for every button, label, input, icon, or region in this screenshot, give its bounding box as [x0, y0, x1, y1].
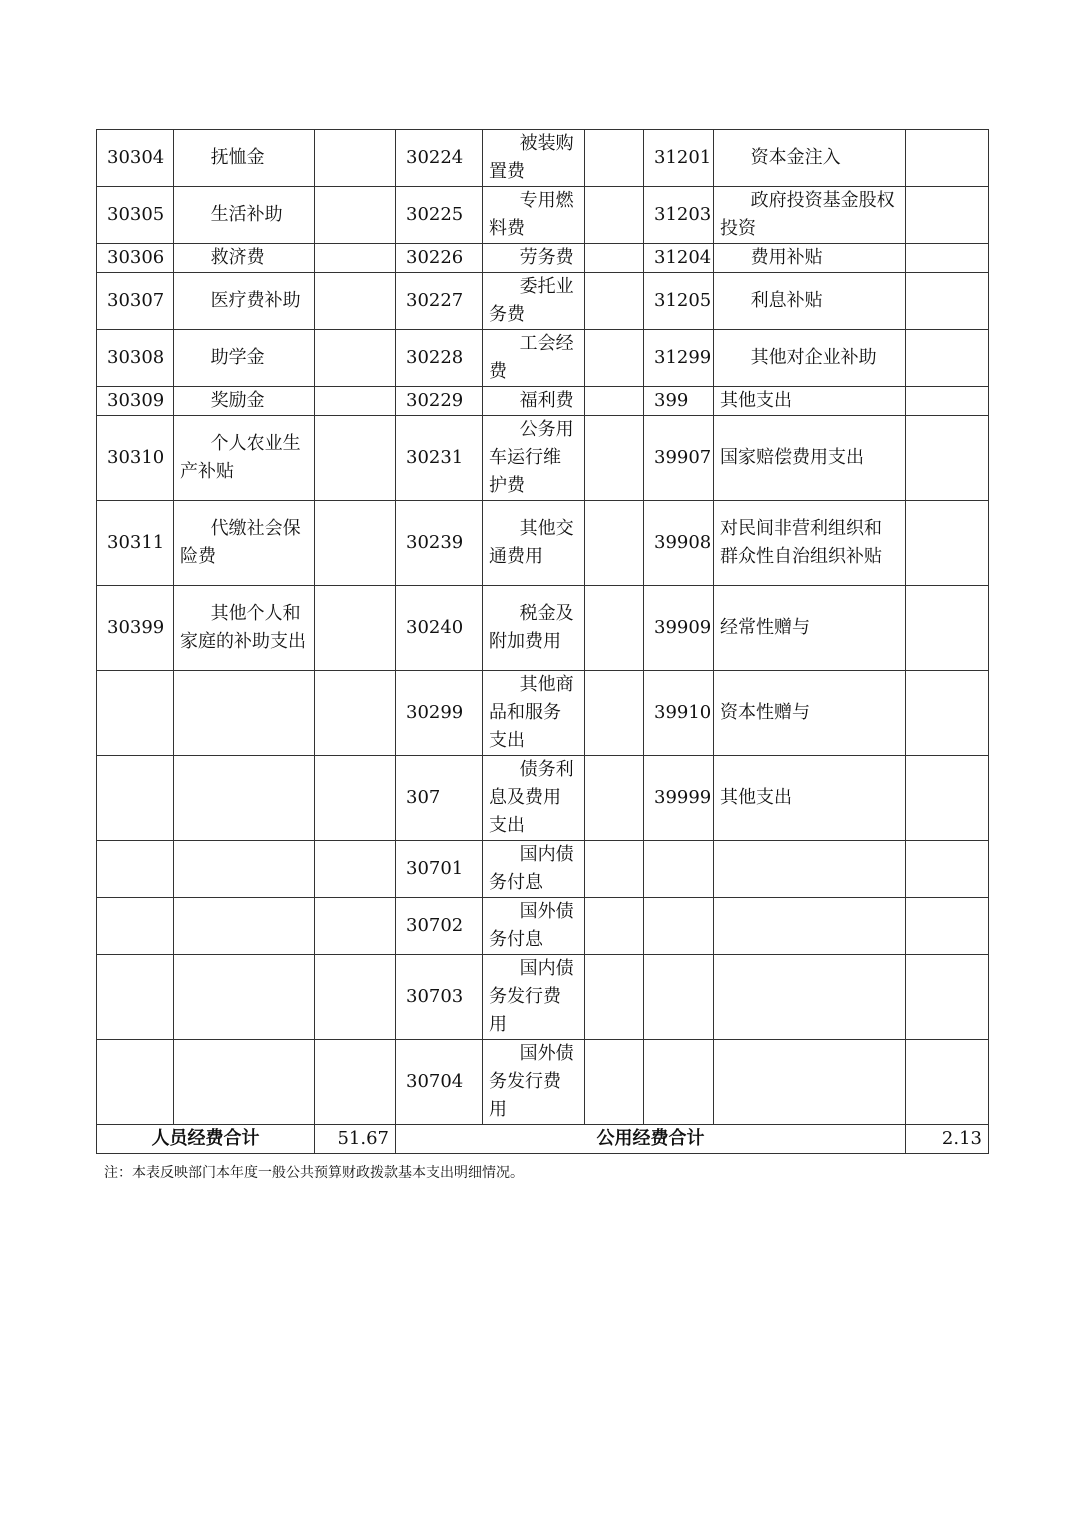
name-cell [714, 1040, 906, 1125]
amount-cell [585, 187, 644, 244]
amount-cell [315, 586, 396, 671]
name-cell [174, 756, 315, 841]
code-cell: 307 [396, 756, 483, 841]
name-cell: 抚恤金 [174, 130, 315, 187]
code-cell: 399 [644, 387, 714, 416]
code-cell: 31205 [644, 273, 714, 330]
table-row [97, 841, 989, 898]
name-cell: 劳务费 [483, 244, 585, 273]
name-cell: 专用燃料费 [483, 187, 585, 244]
amount-cell [585, 130, 644, 187]
amount-cell [315, 955, 396, 1040]
amount-cell [585, 501, 644, 586]
table-row [97, 756, 989, 841]
name-cell: 国家赔偿费用支出 [714, 416, 906, 501]
code-cell: 30309 [97, 387, 174, 416]
code-cell: 30399 [97, 586, 174, 671]
name-cell: 代缴社会保险费 [174, 501, 315, 586]
totals-row [97, 1125, 989, 1154]
code-cell: 30704 [396, 1040, 483, 1125]
amount-cell [315, 187, 396, 244]
amount-cell [315, 387, 396, 416]
code-cell: 30239 [396, 501, 483, 586]
amount-cell [906, 273, 989, 330]
name-cell: 费用补贴 [714, 244, 906, 273]
code-cell: 30304 [97, 130, 174, 187]
amount-cell [906, 898, 989, 955]
amount-cell [585, 671, 644, 756]
amount-cell [585, 387, 644, 416]
name-cell: 助学金 [174, 330, 315, 387]
name-cell: 资本性赠与 [714, 671, 906, 756]
code-cell: 39999 [644, 756, 714, 841]
amount-cell [906, 416, 989, 501]
name-cell [714, 841, 906, 898]
name-cell: 国内债务付息 [483, 841, 585, 898]
name-cell: 福利费 [483, 387, 585, 416]
amount-cell [906, 330, 989, 387]
name-cell [174, 671, 315, 756]
amount-cell [906, 1040, 989, 1125]
table-row [97, 273, 989, 330]
code-cell [97, 898, 174, 955]
table-row [97, 330, 989, 387]
name-cell [714, 898, 906, 955]
amount-cell [906, 187, 989, 244]
amount-cell [315, 671, 396, 756]
code-cell: 30703 [396, 955, 483, 1040]
table-note: 注：本表反映部门本年度一般公共预算财政拨款基本支出明细情况。 [104, 1165, 524, 1181]
name-cell: 经常性赠与 [714, 586, 906, 671]
code-cell: 30311 [97, 501, 174, 586]
table-row [97, 130, 989, 187]
name-cell [174, 898, 315, 955]
name-cell: 医疗费补助 [174, 273, 315, 330]
code-cell [97, 955, 174, 1040]
code-cell [97, 756, 174, 841]
code-cell: 30307 [97, 273, 174, 330]
code-cell [97, 841, 174, 898]
name-cell: 救济费 [174, 244, 315, 273]
code-cell: 31203 [644, 187, 714, 244]
name-cell: 债务利息及费用支出 [483, 756, 585, 841]
amount-cell [585, 841, 644, 898]
name-cell: 被装购置费 [483, 130, 585, 187]
code-cell: 30224 [396, 130, 483, 187]
amount-cell [906, 244, 989, 273]
amount-cell [585, 898, 644, 955]
name-cell: 个人农业生产补贴 [174, 416, 315, 501]
amount-cell [315, 756, 396, 841]
amount-cell [585, 330, 644, 387]
amount-cell [906, 671, 989, 756]
amount-cell [315, 898, 396, 955]
personnel-total-label: 人员经费合计 [97, 1125, 315, 1154]
code-cell: 30228 [396, 330, 483, 387]
amount-cell [315, 273, 396, 330]
code-cell: 31204 [644, 244, 714, 273]
code-cell: 31299 [644, 330, 714, 387]
amount-cell [906, 955, 989, 1040]
code-cell [97, 671, 174, 756]
amount-cell [585, 955, 644, 1040]
name-cell: 税金及附加费用 [483, 586, 585, 671]
amount-cell [315, 130, 396, 187]
code-cell: 30299 [396, 671, 483, 756]
code-cell: 30310 [97, 416, 174, 501]
table-row [97, 671, 989, 756]
name-cell: 其他支出 [714, 387, 906, 416]
amount-cell [315, 501, 396, 586]
name-cell: 国外债务发行费用 [483, 1040, 585, 1125]
code-cell: 31201 [644, 130, 714, 187]
amount-cell [906, 387, 989, 416]
name-cell: 奖励金 [174, 387, 315, 416]
code-cell [644, 841, 714, 898]
amount-cell [585, 756, 644, 841]
code-cell: 39908 [644, 501, 714, 586]
name-cell [714, 955, 906, 1040]
table-row [97, 586, 989, 671]
public-total-value: 2.13 [906, 1125, 989, 1154]
amount-cell [315, 416, 396, 501]
code-cell: 30305 [97, 187, 174, 244]
amount-cell [906, 756, 989, 841]
table-row [97, 244, 989, 273]
name-cell: 政府投资基金股权投资 [714, 187, 906, 244]
table-row [97, 955, 989, 1040]
code-cell: 30240 [396, 586, 483, 671]
code-cell: 30226 [396, 244, 483, 273]
amount-cell [585, 244, 644, 273]
name-cell: 其他个人和家庭的补助支出 [174, 586, 315, 671]
code-cell: 30225 [396, 187, 483, 244]
code-cell: 39907 [644, 416, 714, 501]
table-row [97, 387, 989, 416]
table-row [97, 187, 989, 244]
code-cell [644, 1040, 714, 1125]
amount-cell [315, 330, 396, 387]
name-cell: 利息补贴 [714, 273, 906, 330]
name-cell: 对民间非营利组织和群众性自治组织补贴 [714, 501, 906, 586]
name-cell: 其他商品和服务支出 [483, 671, 585, 756]
name-cell: 委托业务费 [483, 273, 585, 330]
amount-cell [585, 1040, 644, 1125]
public-total-label: 公用经费合计 [396, 1125, 906, 1154]
name-cell: 其他交通费用 [483, 501, 585, 586]
amount-cell [906, 841, 989, 898]
name-cell [174, 1040, 315, 1125]
table-row [97, 1040, 989, 1125]
amount-cell [315, 1040, 396, 1125]
name-cell: 国外债务付息 [483, 898, 585, 955]
code-cell: 39909 [644, 586, 714, 671]
name-cell [174, 841, 315, 898]
code-cell [644, 955, 714, 1040]
amount-cell [906, 501, 989, 586]
amount-cell [585, 273, 644, 330]
code-cell: 30231 [396, 416, 483, 501]
amount-cell [906, 130, 989, 187]
amount-cell [315, 841, 396, 898]
expenditure-detail-table [96, 129, 989, 1154]
amount-cell [585, 586, 644, 671]
code-cell: 39910 [644, 671, 714, 756]
amount-cell [585, 416, 644, 501]
table-row [97, 416, 989, 501]
name-cell: 生活补助 [174, 187, 315, 244]
personnel-total-value: 51.67 [315, 1125, 396, 1154]
table-row [97, 501, 989, 586]
amount-cell [315, 244, 396, 273]
code-cell: 30701 [396, 841, 483, 898]
code-cell: 30702 [396, 898, 483, 955]
code-cell: 30227 [396, 273, 483, 330]
name-cell: 其他对企业补助 [714, 330, 906, 387]
name-cell: 公务用车运行维护费 [483, 416, 585, 501]
name-cell: 工会经费 [483, 330, 585, 387]
code-cell: 30306 [97, 244, 174, 273]
amount-cell [906, 586, 989, 671]
name-cell: 资本金注入 [714, 130, 906, 187]
code-cell: 30308 [97, 330, 174, 387]
name-cell: 国内债务发行费用 [483, 955, 585, 1040]
code-cell [97, 1040, 174, 1125]
code-cell: 30229 [396, 387, 483, 416]
code-cell [644, 898, 714, 955]
name-cell [174, 955, 315, 1040]
table-row [97, 898, 989, 955]
name-cell: 其他支出 [714, 756, 906, 841]
